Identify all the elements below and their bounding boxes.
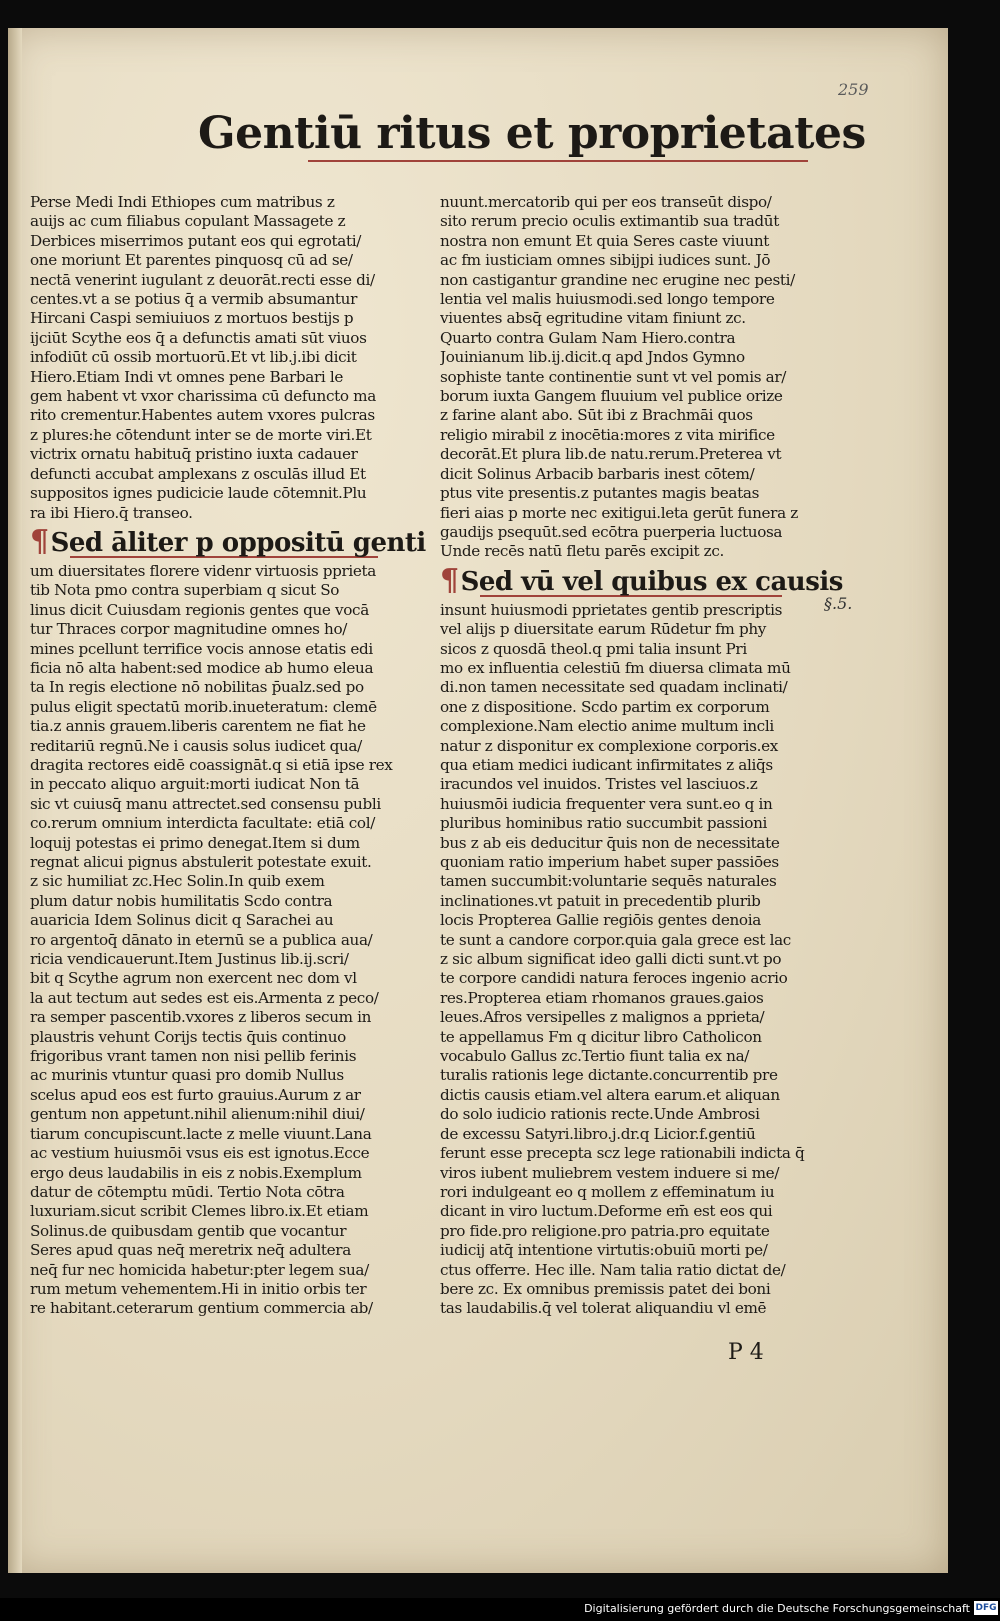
text-line: ra semper pascentib.vxores z liberos secum in: [30, 1008, 372, 1027]
text-line: mo ex influentia celestiū fm diuersa climata mū: [440, 658, 791, 677]
left-section-heading-text: Sed āliter p oppositū genti: [50, 527, 426, 558]
text-line: rito crementur.Habentes autem vxores pulcras: [30, 406, 375, 425]
text-line: tamen succumbit:voluntarie sequēs naturales: [440, 872, 777, 891]
text-line: ac murinis vtuntur quasi pro domib Nullus: [30, 1066, 344, 1085]
text-line: Hircani Caspi semiuiuos z mortuos bestijs p: [30, 309, 354, 328]
text-line: sito rerum precio oculis extimantib sua tradūt: [440, 212, 779, 231]
text-line: linus dicit Cuiusdam regionis gentes que vocā: [30, 600, 369, 619]
text-line: sic vt cuiusq̄ manu attrectet.sed consensu publi: [30, 794, 381, 813]
text-line: ctus offerre. Hec ille. Nam talia ratio dictat de/: [440, 1260, 786, 1279]
text-line: de excessu Satyri.libro.j.dr.q Licior.f.gentiū: [440, 1124, 756, 1143]
text-line: insunt huiusmodi pprietates gentib prescriptis: [440, 600, 783, 619]
signature-mark: P 4: [728, 1340, 764, 1365]
footer-credit: Digitalisierung gefördert durch die Deutsche Forschungsgemeinschaft: [584, 1602, 970, 1615]
text-line: bus z ab eis deducitur q̄uis non de necessitate: [440, 833, 780, 852]
book-page: [8, 28, 948, 1573]
text-line: datur de cōtemptu mūdi. Tertio Nota cōtra: [30, 1182, 345, 1201]
text-line: ra ibi Hiero.q̄ transeo.: [30, 503, 193, 522]
text-line: regnat alicui pignus abstulerit potestate exuit.: [30, 853, 372, 871]
text-line: tas laudabilis.q̄ vel tolerat aliquandiu vl emē: [440, 1299, 767, 1318]
text-line: pulus eligit spectatū morib.inueteratum: clemē: [30, 697, 377, 716]
text-line: Seres apud quas neq̄ meretrix neq̄ adultera: [30, 1241, 351, 1260]
text-line: complexione.Nam electio anime multum incli: [440, 717, 774, 736]
text-line: Quarto contra Gulam Nam Hiero.contra: [440, 328, 736, 347]
pilcrow-icon: ¶: [440, 562, 459, 598]
text-line: viros iubent muliebrem vestem induere si me/: [440, 1163, 780, 1182]
text-line: defuncti accubat amplexans z osculās illud Et: [30, 464, 366, 483]
text-line: ac fm iusticiam omnes sibijpi iudices sunt. Jō: [440, 251, 771, 270]
folio-number: 259: [838, 80, 869, 99]
text-line: tur Thraces corpor magnitudine omnes ho/: [30, 620, 348, 639]
text-line: reditariū regnū.Ne i causis solus iudicet qua/: [30, 736, 362, 755]
text-line: ta In regis electione nō nobilitas p̄ualz.sed po: [30, 678, 364, 697]
right-column-text-a: [440, 193, 818, 562]
text-line: gem habent vt vxor charissima cū defuncto ma: [30, 387, 376, 406]
page-gutter: [8, 28, 22, 1573]
text-line: suppositos ignes pudicicie laude cōtemnit.Plu: [30, 484, 367, 503]
text-line: nostra non emunt Et quia Seres caste viuunt: [440, 231, 770, 250]
text-line: Jouinianum lib.ij.dicit.q apd Jndos Gymno: [440, 348, 745, 367]
text-line: tia.z annis grauem.liberis carentem ne fiat he: [30, 717, 366, 736]
text-line: mines pcellunt terrifice vocis annose etatis edi: [30, 639, 373, 658]
text-line: dictis causis etiam.vel altera earum.et aliquan: [440, 1085, 780, 1104]
left-section-heading: [30, 523, 426, 559]
text-line: loquij potestas ei primo denegat.Item si dum: [30, 833, 360, 852]
right-column: [440, 193, 843, 1319]
text-line: te sunt a candore corpor.quia gala grece est lac: [440, 930, 791, 949]
text-line: qua etiam medici iudicant infirmitates z aliq̄s: [440, 755, 773, 774]
text-line: z sic humiliat zc.Hec Solin.In quib exem: [30, 872, 325, 891]
text-line: one moriunt Et parentes pinquosq cū ad se/: [30, 251, 353, 270]
text-line: centes.vt a se potius q̄ a vermib absumantur: [30, 290, 357, 309]
text-line: tiarum concupiscunt.lacte z melle viuunt.Lana: [30, 1124, 372, 1143]
text-line: dicit Solinus Arbacib barbaris inest cōtem/: [440, 464, 755, 483]
running-head-rule: [308, 160, 808, 162]
text-line: Unde recēs natū fletu parēs excipit zc.: [440, 542, 724, 561]
pilcrow-icon: ¶: [30, 523, 49, 559]
text-line: rori indulgeant eo q mollem z effeminatum iu: [440, 1182, 775, 1201]
right-column-text-b: [440, 601, 818, 1319]
text-line: rum metum vehementem.Hi in initio orbis ter: [30, 1279, 367, 1298]
text-line: Perse Medi Indi Ethiopes cum matribus z: [30, 193, 335, 211]
text-line: scelus apud eos est furto grauius.Aurum z ar: [30, 1085, 361, 1104]
text-line: te appellamus Fm q dicitur libro Catholicon: [440, 1027, 762, 1046]
text-line: pluribus hominibus ratio succumbit passioni: [440, 814, 768, 833]
text-line: plum datur nobis humilitatis Scdo contra: [30, 891, 333, 910]
text-line: sicos z quosdā theol.q pmi talia insunt Pri: [440, 639, 747, 658]
text-line: ricia vendicauerunt.Item Justinus lib.ij.scri/: [30, 950, 349, 969]
marginal-note: §.5.: [824, 594, 853, 613]
right-section-heading-text: Sed vū vel quibus ex causis: [460, 566, 843, 597]
right-section-heading: [440, 562, 843, 598]
text-line: Derbices miserrimos putant eos qui egrotati/: [30, 231, 361, 250]
text-line: quoniam ratio imperium habet super passiōes: [440, 853, 779, 871]
text-line: gaudijs psequūt.sed ecōtra puerperia luctuosa: [440, 522, 783, 541]
text-line: la aut tectum aut sedes est eis.Armenta z peco/: [30, 988, 379, 1007]
text-line: non castigantur grandine nec erugine nec pesti/: [440, 270, 795, 289]
text-line: z sic album significat ideo galli dicti sunt.vt po: [440, 950, 782, 969]
text-line: luxuriam.sicut scribit Clemes libro.ix.Et etiam: [30, 1202, 369, 1221]
text-line: ro argentoq̄ dānato in eternū se a publica aua/: [30, 930, 373, 949]
text-line: decorāt.Et plura lib.de natu.rerum.Preterea vt: [440, 445, 782, 464]
text-line: do solo iudicio rationis recte.Unde Ambrosi: [440, 1105, 760, 1124]
text-line: religio mirabil z inocētia:mores z vita mirifice: [440, 425, 775, 444]
text-line: neq̄ fur nec homicida habetur:pter legem sua/: [30, 1260, 369, 1279]
text-line: gentum non appetunt.nihil alienum:nihil diui/: [30, 1105, 365, 1124]
text-line: di.non tamen necessitate sed quadam inclinati/: [440, 678, 788, 697]
text-line: res.Propterea etiam rhomanos graues.gaios: [440, 988, 764, 1007]
running-head: Gentiū ritus et proprietates: [198, 108, 866, 159]
text-line: borum iuxta Gangem fluuium vel publice orize: [440, 387, 783, 406]
text-line: z farine alant abo. Sūt ibi z Brachmāi quos: [440, 406, 753, 425]
text-line: tib Nota pmo contra superbiam q sicut So: [30, 581, 340, 600]
text-line: pro fide.pro religione.pro patria.pro equitate: [440, 1221, 770, 1240]
text-line: re habitant.ceterarum gentium commercia ab/: [30, 1299, 373, 1318]
text-line: in peccato aliquo arguit:morti iudicat Non tā: [30, 775, 360, 794]
left-column-text-b: [30, 562, 415, 1319]
text-line: locis Propterea Gallie regiōis gentes denoia: [440, 911, 761, 930]
text-line: te corpore candidi natura feroces ingenio acrio: [440, 969, 788, 988]
left-column-text-a: [30, 193, 415, 523]
text-line: vel alijs p diuersitate earum Rūdetur fm phy: [440, 620, 766, 639]
text-line: victrix ornatu habituq̄ pristino iuxta cadauer: [30, 445, 358, 464]
text-line: z plures:he cōtendunt inter se de morte viri.Et: [30, 425, 372, 444]
text-line: dicant in viro luctum.Deforme em̄ est eos qui: [440, 1202, 773, 1221]
text-line: frigoribus vrant tamen non nisi pellib ferinis: [30, 1047, 357, 1066]
text-line: dragita rectores eidē coassignāt.q si etiā ipse rex: [30, 755, 393, 774]
text-line: auaricia Idem Solinus dicit q Sarachei au: [30, 911, 334, 930]
text-line: ferunt esse precepta scz lege rationabili indicta q̄: [440, 1144, 805, 1163]
text-line: ficia nō alta habent:sed modice ab humo eleua: [30, 658, 374, 677]
text-line: inclinationes.vt patuit in precedentib plurib: [440, 891, 761, 910]
text-line: leues.Afros versipelles z malignos a pprieta/: [440, 1008, 765, 1027]
text-line: ac vestium huiusmōi vsus eis est ignotus.Ecce: [30, 1144, 370, 1163]
text-line: iracundos vel inuidos. Tristes vel lasciuos.z: [440, 775, 758, 794]
text-line: Hiero.Etiam Indi vt omnes pene Barbari le: [30, 367, 344, 386]
left-column: [30, 193, 426, 1319]
text-line: ptus vite presentis.z putantes magis beatas: [440, 484, 760, 503]
text-line: um diuersitates florere videnr virtuosis pprieta: [30, 561, 377, 580]
text-line: one z dispositione. Scdo partim ex corporum: [440, 697, 770, 716]
text-line: auijs ac cum filiabus copulant Massagete z: [30, 212, 346, 231]
text-line: fieri aias p morte nec exitigui.leta gerūt funera z: [440, 503, 798, 522]
text-line: iudicij atq̄ intentione virtutis:obuiū morti pe/: [440, 1241, 768, 1260]
text-line: nuunt.mercatorib qui per eos transeūt dispo/: [440, 193, 772, 211]
text-line: ergo deus laudabilis in eis z nobis.Exemplum: [30, 1163, 362, 1182]
text-line: sophiste tante continentie sunt vt vel pomis ar/: [440, 367, 787, 386]
text-line: viuentes absq̄ egritudine vitam finiunt zc.: [440, 309, 746, 328]
text-line: ijciūt Scythe eos q̄ a defunctis amati sūt viuos: [30, 328, 367, 347]
text-line: natur z disponitur ex complexione corporis.ex: [440, 736, 778, 755]
text-line: turalis rationis lege dictante.concurrentib pre: [440, 1066, 778, 1085]
text-line: Solinus.de quibusdam gentib que vocantur: [30, 1221, 347, 1240]
text-line: lentia vel malis huiusmodi.sed longo tempore: [440, 290, 775, 309]
text-line: huiusmōi iudicia frequenter vera sunt.eo q in: [440, 794, 773, 813]
text-line: nectā venerint iugulant z deuorāt.recti esse di/: [30, 270, 375, 289]
text-line: co.rerum omnium interdicta facultate: etiā col/: [30, 814, 376, 833]
text-line: bit q Scythe agrum non exercent nec dom vl: [30, 969, 357, 988]
text-line: infodiūt cū ossib mortuorū.Et vt lib.j.ibi dicit: [30, 348, 357, 367]
dfg-logo: DFG: [975, 1603, 997, 1613]
text-line: bere zc. Ex omnibus premissis patet dei boni: [440, 1279, 771, 1298]
text-line: vocabulo Gallus zc.Tertio fiunt talia ex na/: [440, 1047, 750, 1066]
text-line: plaustris vehunt Corijs tectis q̄uis continuo: [30, 1027, 346, 1046]
